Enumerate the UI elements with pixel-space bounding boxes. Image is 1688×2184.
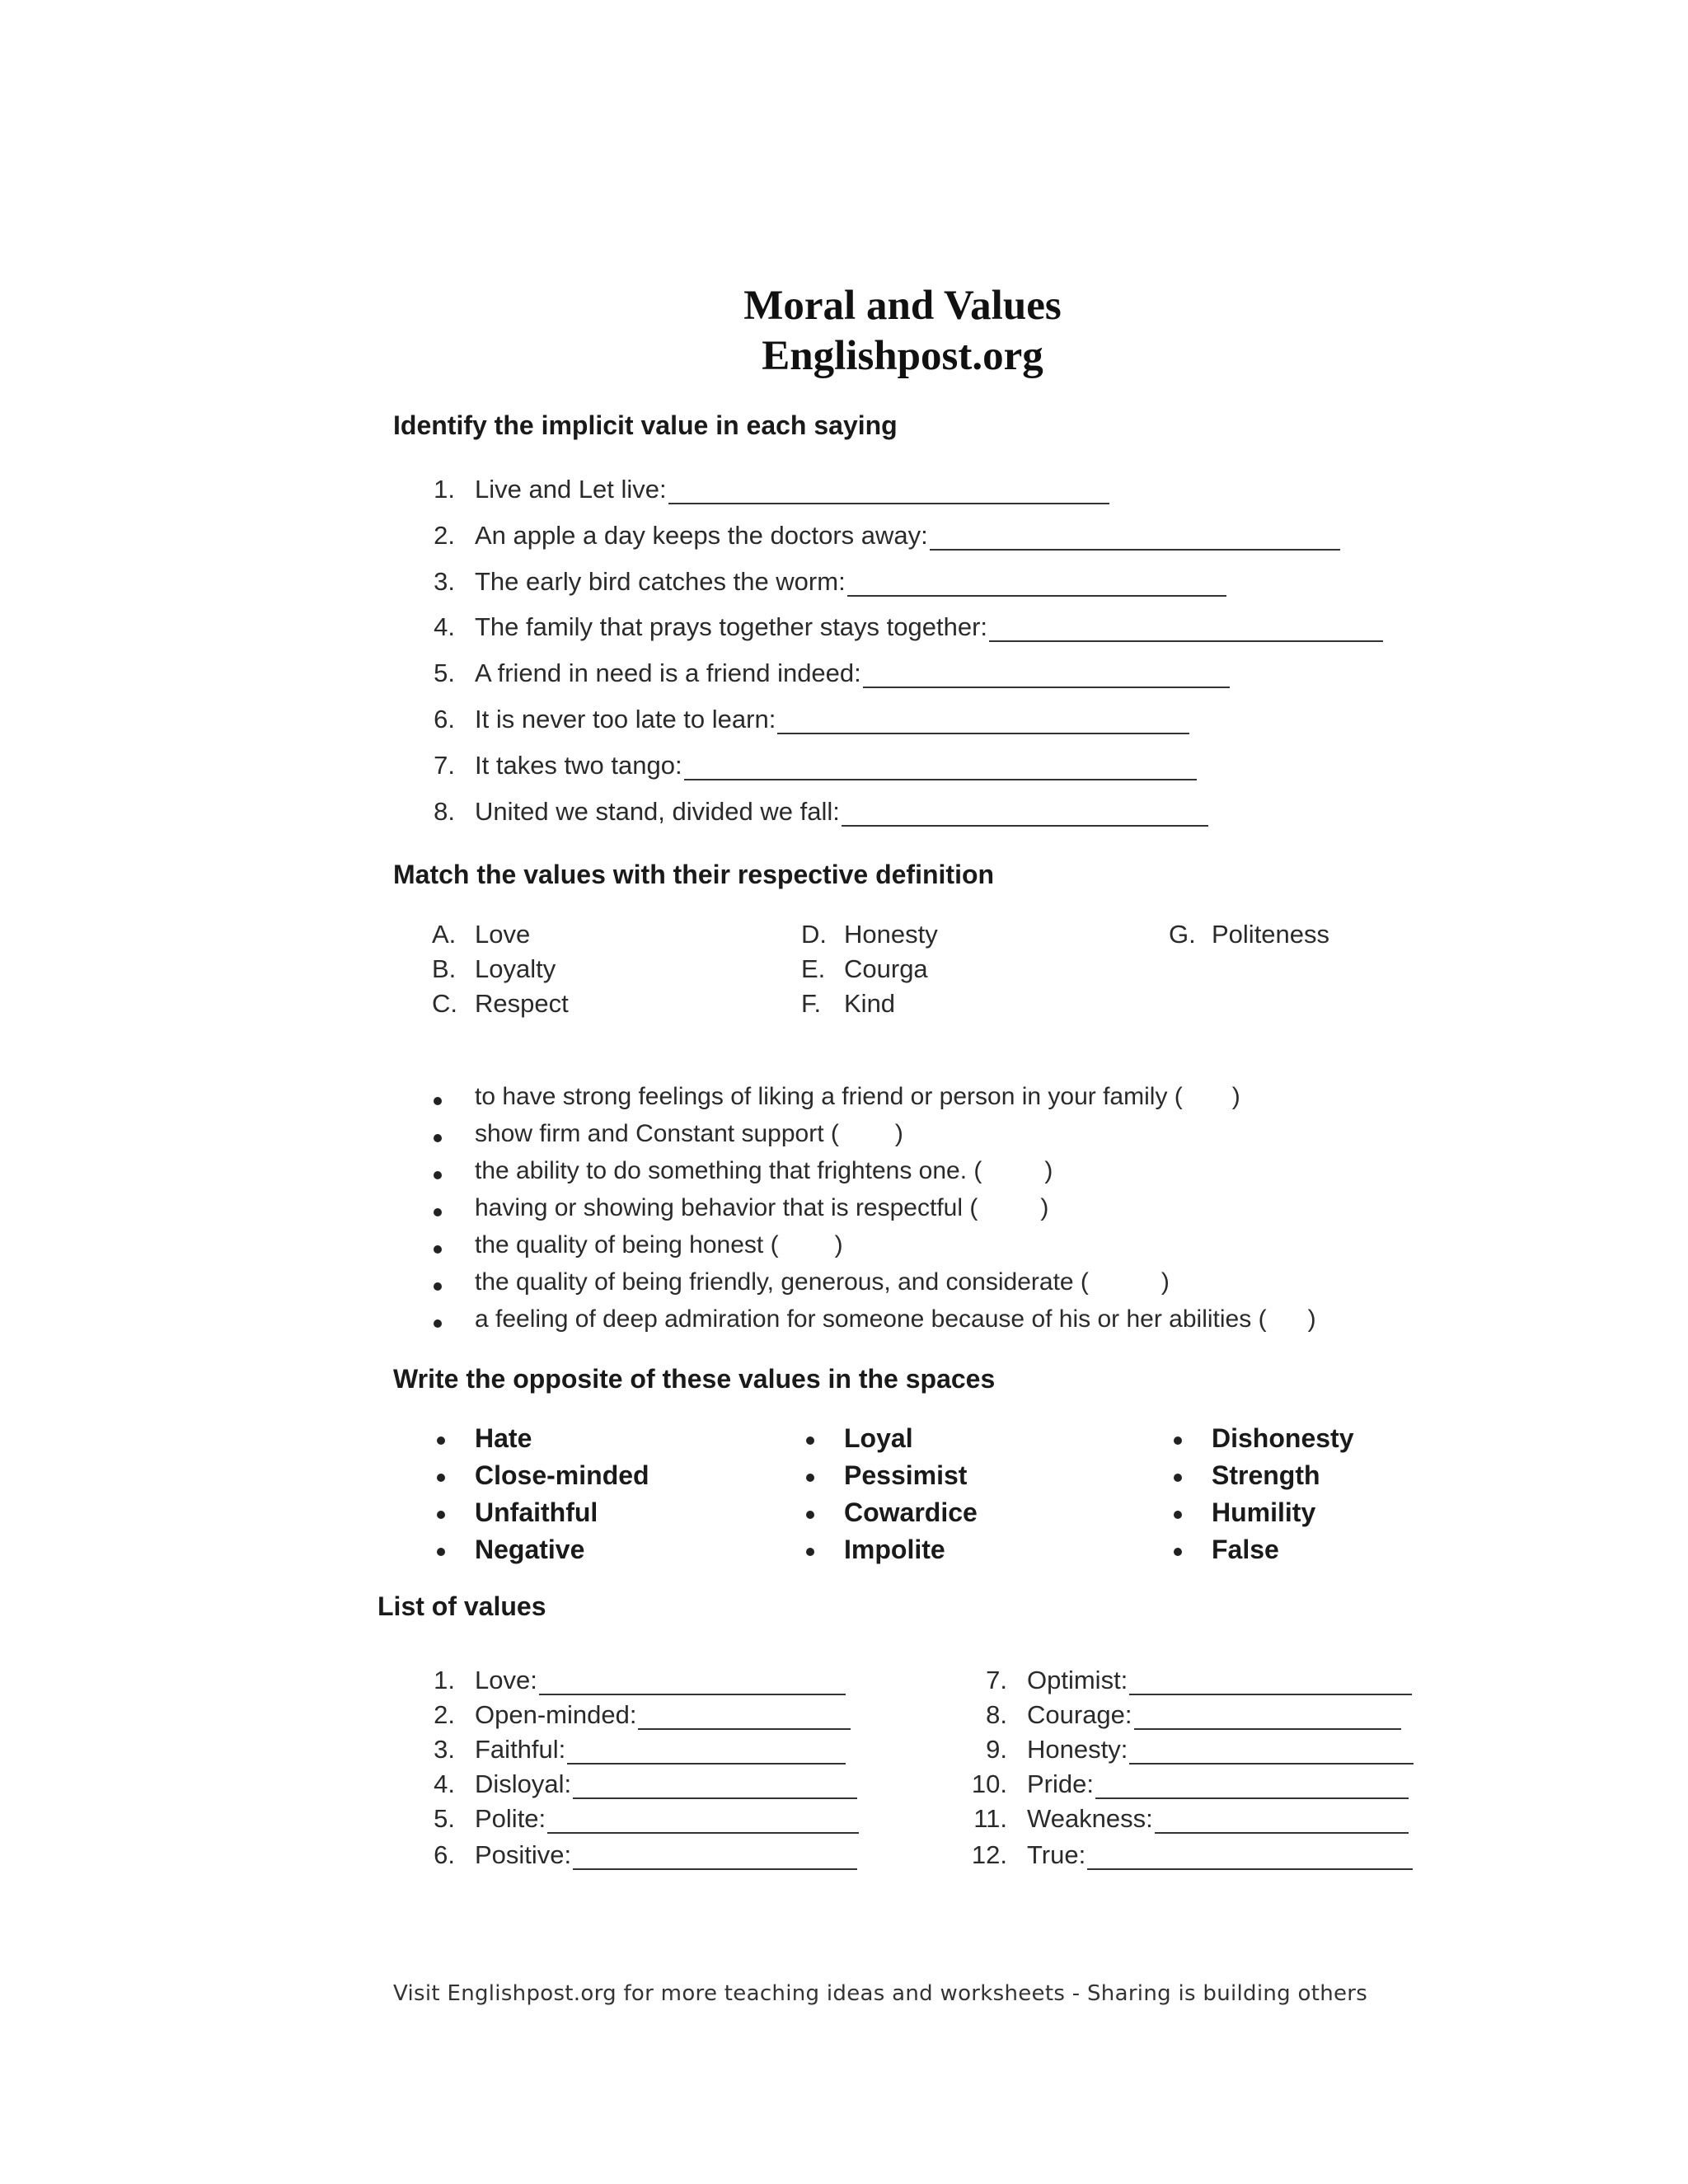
page-subtitle: Englishpost.org xyxy=(762,333,1043,379)
answer-blank[interactable] xyxy=(1095,1774,1409,1799)
item-number: 2. xyxy=(434,521,455,550)
saying-text: United we stand, divided we fall: xyxy=(475,797,840,826)
answer-blank[interactable] xyxy=(638,1705,851,1730)
bullet-icon xyxy=(434,1171,442,1179)
list-item: Strength xyxy=(1212,1460,1320,1491)
answer-blank[interactable] xyxy=(1129,1740,1414,1765)
bullet-icon xyxy=(806,1436,814,1445)
bullet-icon xyxy=(437,1511,445,1519)
answer-blank[interactable] xyxy=(573,1845,857,1870)
definition-text: show firm and Constant support ( xyxy=(475,1120,839,1147)
answer-blank[interactable] xyxy=(989,617,1383,642)
definition-text: the quality of being honest ( xyxy=(475,1231,779,1258)
saying-text: The early bird catches the worm: xyxy=(475,567,846,596)
definition-text: a feeling of deep admiration for someone because of his or her abilities ( xyxy=(475,1305,1267,1333)
option-loyalty: B. Loyalty xyxy=(432,954,556,983)
list-item: Dishonesty xyxy=(1212,1423,1353,1454)
option-kind: F. Kind xyxy=(801,989,896,1018)
answer-blank[interactable] xyxy=(930,526,1340,551)
item-number: 6. xyxy=(434,705,455,733)
saying-text: A friend in need is a friend indeed: xyxy=(475,658,861,687)
option-respect: C. Respect xyxy=(432,989,569,1018)
bullet-icon xyxy=(1174,1436,1182,1445)
list-item: Humility xyxy=(1212,1497,1315,1528)
page-title: Moral and Values xyxy=(743,283,1062,329)
section-heading-match-values: Match the values with their respective definition xyxy=(393,860,995,889)
bullet-icon xyxy=(437,1474,445,1482)
item-number: 7. xyxy=(434,751,455,780)
item-number: 8. xyxy=(434,797,455,826)
answer-blank[interactable] xyxy=(573,1774,857,1799)
list-item: Close-minded xyxy=(475,1460,649,1491)
answer-blank[interactable] xyxy=(1134,1705,1401,1730)
answer-blank[interactable] xyxy=(847,572,1226,597)
option-politeness: G. Politeness xyxy=(1169,920,1330,949)
list-item: Loyal xyxy=(844,1423,913,1454)
answer-blank[interactable] xyxy=(547,1809,859,1834)
item-number: 5. xyxy=(434,658,455,687)
option-courga: E. Courga xyxy=(801,954,928,983)
answer-blank[interactable] xyxy=(1155,1809,1409,1834)
item-number: 3. xyxy=(434,567,455,596)
list-item: Negative xyxy=(475,1535,584,1565)
section-heading-list-of-values: List of values xyxy=(377,1591,546,1621)
bullet-icon xyxy=(434,1134,442,1142)
answer-blank[interactable] xyxy=(539,1671,846,1695)
definition-text: to have strong feelings of liking a friend or person in your family ( xyxy=(475,1083,1183,1110)
bullet-icon xyxy=(434,1245,442,1254)
answer-blank[interactable] xyxy=(1087,1845,1413,1870)
page-footer: Visit Englishpost.org for more teaching ideas and worksheets - Sharing is building others xyxy=(393,1981,1368,2006)
list-item: Cowardice xyxy=(844,1497,978,1528)
bullet-icon xyxy=(1174,1548,1182,1556)
list-item: Unfaithful xyxy=(475,1497,598,1528)
bullet-icon xyxy=(806,1548,814,1556)
bullet-icon xyxy=(806,1511,814,1519)
answer-blank[interactable] xyxy=(668,480,1109,504)
list-item: Hate xyxy=(475,1423,532,1454)
answer-blank[interactable] xyxy=(567,1740,846,1765)
list-item: False xyxy=(1212,1535,1279,1565)
section-heading-implicit-value: Identify the implicit value in each saying xyxy=(393,410,898,440)
saying-text: The family that prays together stays together: xyxy=(475,612,988,641)
option-love: A. Love xyxy=(432,920,531,949)
item-number: 4. xyxy=(434,612,455,641)
answer-blank[interactable] xyxy=(1129,1671,1412,1695)
bullet-icon xyxy=(434,1097,442,1105)
bullet-icon xyxy=(437,1436,445,1445)
bullet-icon xyxy=(1174,1511,1182,1519)
bullet-icon xyxy=(1174,1474,1182,1482)
bullet-icon xyxy=(434,1208,442,1216)
saying-text: It is never too late to learn: xyxy=(475,705,776,733)
worksheet-page: Moral and Values Englishpost.org Identify the implicit value in each saying 1. Live and Let live: 2. An apple a day keeps the doctors away: 3. The early bird catches the worm: 4. The family that prays together stays together: 5. A friend in need is a friend indeed: 6. It is never too late to learn: 7. It takes two tango: 8. United we stand, divided we fall: Match the values with their respective definition A. Love B. Loyalty C. Respect D. Honesty E. Courga F. Kind G. Politeness to have strong feelings of liking a friend or person in your family ( ) show firm and Constant support ( ) the ability to do something that frightens one. ( ) having or showing behavior that is respectful ( ) the quality of being honest ( ) the quality of being friendly, generous, and considerate ( ) a feeling of deep admiration for someone because of his or her abilities ( ) Write the opposite of these values in the spaces Hate Close-minded Unfaithful Negative Loyal Pessimist Cowardice Impolite Dishonesty Strength Humility False List of values 1. Love: 2. Open-minded: 3. Faithful: 4. Disloyal: 5. Polite: 6. Positive: 7. Optimist: 8. Courage: 9. Honesty: 10. Pride: 11. Weakness: 12. True: Visit Englishpost.org for more teaching ideas and worksheets - Sharing is building others xyxy=(0,0,1688,2184)
bullet-icon xyxy=(806,1474,814,1482)
bullet-icon xyxy=(437,1548,445,1556)
bullet-icon xyxy=(434,1319,442,1328)
bullet-icon xyxy=(434,1282,442,1291)
definition-text: having or showing behavior that is respectful ( xyxy=(475,1194,978,1221)
answer-blank[interactable] xyxy=(684,756,1197,780)
saying-text: It takes two tango: xyxy=(475,751,682,780)
saying-text: Live and Let live: xyxy=(475,475,667,504)
item-number: 1. xyxy=(434,475,455,504)
list-item: Impolite xyxy=(844,1535,945,1565)
answer-blank[interactable] xyxy=(863,663,1230,688)
option-honesty: D. Honesty xyxy=(801,920,938,949)
answer-blank[interactable] xyxy=(842,802,1208,827)
answer-blank[interactable] xyxy=(777,710,1189,734)
definition-text: the ability to do something that frightens one. ( xyxy=(475,1157,982,1184)
list-item: Pessimist xyxy=(844,1460,967,1491)
saying-text: An apple a day keeps the doctors away: xyxy=(475,521,928,550)
definition-text: the quality of being friendly, generous, and considerate ( xyxy=(475,1268,1089,1296)
section-heading-opposites: Write the opposite of these values in the spaces xyxy=(393,1364,996,1394)
